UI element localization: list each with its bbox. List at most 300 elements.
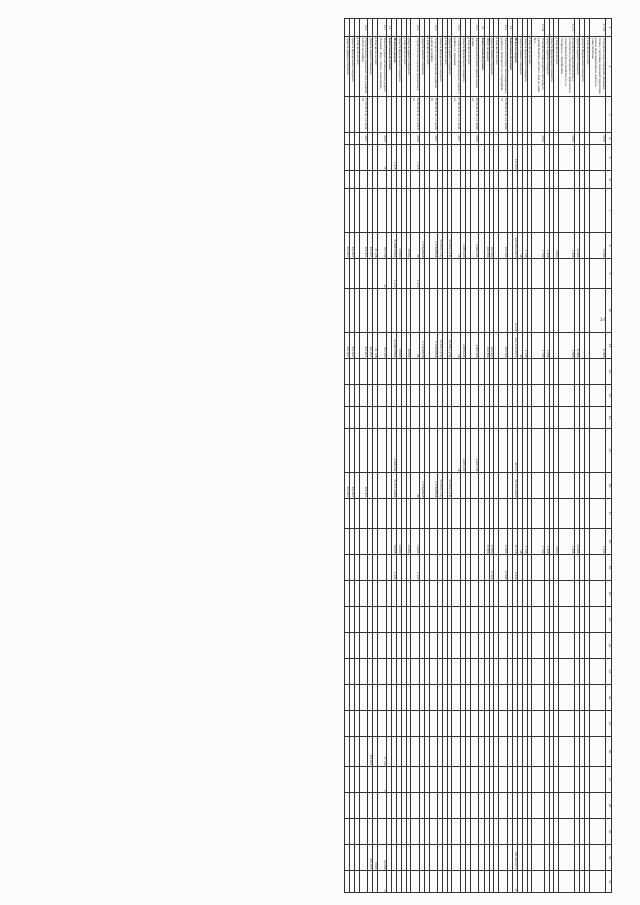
value-cell — [355, 659, 360, 685]
value-cell: 871,837 — [350, 333, 355, 359]
value-cell — [419, 499, 424, 529]
value-cell — [465, 659, 470, 685]
value-cell: 46 377 — [513, 429, 518, 473]
value-cell — [438, 685, 443, 711]
value-cell — [527, 793, 532, 819]
value-cell — [575, 189, 580, 233]
value-cell — [406, 259, 411, 289]
value-cell: 3 176,82928 — [429, 333, 438, 359]
value-cell — [507, 633, 513, 659]
value-cell — [489, 189, 494, 233]
value-cell — [544, 289, 549, 333]
value-cell — [499, 711, 508, 737]
header-cell: 7 — [606, 189, 612, 233]
header-cell: 23 — [606, 659, 612, 685]
value-cell — [401, 555, 406, 581]
row-code-cell — [513, 97, 518, 133]
value-cell — [479, 407, 485, 429]
value-cell — [532, 685, 544, 711]
value-cell — [368, 633, 373, 659]
value-cell — [559, 407, 575, 429]
value-cell — [580, 289, 585, 333]
value-cell — [507, 659, 513, 685]
value-cell — [585, 529, 590, 555]
value-cell — [575, 633, 580, 659]
value-cell — [489, 607, 494, 633]
row-code-cell — [406, 97, 411, 133]
header-cell: 9 — [606, 259, 612, 289]
value-cell — [386, 359, 392, 385]
row-code-cell — [447, 97, 452, 133]
row-name-cell: в том числе за счет: — [554, 37, 559, 97]
value-cell — [522, 385, 527, 407]
value-cell — [368, 473, 373, 499]
value-cell — [522, 767, 527, 793]
value-cell — [345, 359, 350, 385]
row-code-cell — [589, 97, 605, 133]
row-number-cell — [419, 19, 424, 37]
value-cell — [479, 529, 485, 555]
value-cell — [484, 711, 489, 737]
value-cell — [429, 555, 438, 581]
value-cell — [494, 259, 499, 289]
value-cell — [575, 145, 580, 171]
value-cell — [479, 793, 485, 819]
table-row — [554, 19, 559, 893]
value-cell — [424, 581, 429, 607]
value-cell — [575, 793, 580, 819]
value-cell — [419, 145, 424, 171]
header-cell: 6 — [606, 171, 612, 189]
value-cell — [359, 407, 368, 429]
value-cell — [494, 145, 499, 171]
value-cell — [406, 429, 411, 473]
table-row — [589, 19, 605, 893]
value-cell — [406, 767, 411, 793]
row-name-cell: Итого по разделу — [392, 37, 397, 97]
value-cell — [368, 259, 373, 289]
value-cell — [544, 189, 549, 233]
row-code-cell: 25.09.2014 № 1-1-4316-14 — [411, 97, 420, 133]
row-year-cell: 2016 — [470, 133, 479, 145]
value-cell — [378, 685, 387, 711]
row-number-cell — [465, 19, 470, 37]
value-cell — [470, 359, 479, 385]
value-cell — [355, 385, 360, 407]
value-cell — [461, 407, 466, 429]
value-cell — [518, 685, 523, 711]
value-cell — [518, 581, 523, 607]
value-cell — [396, 845, 401, 871]
value-cell — [507, 189, 513, 233]
row-code-cell — [419, 97, 424, 133]
value-cell — [438, 259, 443, 289]
value-cell — [350, 711, 355, 737]
value-cell — [554, 737, 559, 767]
value-cell — [392, 407, 397, 429]
value-cell — [532, 793, 544, 819]
value-cell — [532, 259, 544, 289]
value-cell — [452, 473, 461, 499]
row-number-cell — [580, 19, 585, 37]
row-name-cell: средств федерального бюджета — [396, 37, 401, 97]
value-cell — [575, 845, 580, 871]
row-year-cell — [401, 133, 406, 145]
value-cell — [359, 529, 368, 555]
value-cell — [489, 407, 494, 429]
value-cell — [359, 145, 368, 171]
value-cell — [355, 289, 360, 333]
row-number-cell: 11.17 — [559, 19, 575, 37]
value-cell — [401, 359, 406, 385]
row-number-cell — [518, 19, 523, 37]
value-cell — [470, 555, 479, 581]
value-cell — [585, 685, 590, 711]
value-cell — [544, 845, 549, 871]
row-code-cell — [532, 97, 544, 133]
value-cell — [559, 385, 575, 407]
row-code-cell: 16.09.2014 № 1-1-4226-16 — [429, 97, 438, 133]
value-cell — [411, 845, 420, 871]
value-cell — [424, 819, 429, 845]
row-year-cell — [373, 133, 378, 145]
value-cell — [494, 171, 499, 189]
value-cell — [368, 529, 373, 555]
value-cell — [396, 289, 401, 333]
value-cell — [532, 607, 544, 633]
value-cell — [544, 685, 549, 711]
value-cell — [470, 711, 479, 737]
row-number-cell: 12.1 — [499, 19, 508, 37]
value-cell — [411, 171, 420, 189]
value-cell — [461, 359, 466, 385]
value-cell — [368, 499, 373, 529]
value-cell — [585, 407, 590, 429]
value-cell — [544, 171, 549, 189]
value-cell — [438, 499, 443, 529]
value-cell: 871,837 — [368, 737, 373, 767]
value-cell — [359, 359, 368, 385]
value-cell: 1 750 — [522, 529, 527, 555]
value-cell — [522, 845, 527, 871]
value-cell — [438, 633, 443, 659]
value-cell: 102 500 — [499, 333, 508, 359]
value-cell: 1 696 — [559, 233, 575, 259]
value-cell — [461, 259, 466, 289]
value-cell — [575, 607, 580, 633]
value-cell: 25 393,1 (74) — [438, 473, 443, 499]
value-cell — [585, 767, 590, 793]
value-cell: 25 393,1 (74) — [438, 233, 443, 259]
value-cell — [559, 359, 575, 385]
value-cell — [518, 793, 523, 819]
row-name-cell: средств краевого бюджета — [518, 37, 523, 97]
row-year-cell — [442, 133, 447, 145]
value-cell — [527, 685, 532, 711]
table-row — [527, 19, 532, 893]
value-cell — [489, 659, 494, 685]
value-cell — [549, 145, 554, 171]
value-cell — [479, 333, 485, 359]
value-cell — [429, 845, 438, 871]
table-row — [359, 19, 368, 893]
value-cell — [461, 767, 466, 793]
value-cell: 3 176,82928 — [419, 333, 424, 359]
value-cell — [559, 429, 575, 473]
row-name-cell: средств краевого бюджета — [368, 37, 373, 97]
value-cell — [585, 259, 590, 289]
value-cell — [527, 171, 532, 189]
value-cell — [580, 189, 585, 233]
value-cell — [355, 871, 360, 893]
value-cell — [452, 685, 461, 711]
value-cell — [419, 633, 424, 659]
row-year-cell — [580, 133, 585, 145]
row-year-cell — [392, 133, 397, 145]
value-cell — [527, 233, 532, 259]
value-cell — [507, 429, 513, 473]
value-cell — [527, 711, 532, 737]
row-code-cell — [461, 97, 466, 133]
value-cell — [549, 767, 554, 793]
value-cell — [549, 581, 554, 607]
value-cell — [350, 555, 355, 581]
row-year-cell — [499, 133, 508, 145]
value-cell — [461, 189, 466, 233]
value-cell — [386, 189, 392, 233]
value-cell — [461, 793, 466, 819]
value-cell — [406, 685, 411, 711]
value-cell — [442, 429, 447, 473]
value-cell — [585, 819, 590, 845]
value-cell: 423 575,51074 — [513, 333, 518, 359]
row-name-cell: Капитальный ремонт — [479, 37, 485, 97]
value-cell — [554, 581, 559, 607]
table-row — [438, 19, 443, 893]
value-cell — [429, 711, 438, 737]
value-cell: 4 905,233 — [461, 233, 466, 259]
value-cell — [522, 499, 527, 529]
value-cell — [345, 581, 350, 607]
value-cell — [484, 359, 489, 385]
value-cell — [470, 819, 479, 845]
value-cell — [489, 871, 494, 893]
value-cell — [359, 499, 368, 529]
value-cell — [489, 767, 494, 793]
value-cell — [465, 407, 470, 429]
value-cell — [406, 737, 411, 767]
value-cell — [429, 871, 438, 893]
value-cell — [575, 659, 580, 685]
value-cell — [494, 737, 499, 767]
value-cell — [549, 499, 554, 529]
value-cell — [549, 171, 554, 189]
value-cell — [479, 633, 485, 659]
value-cell — [499, 685, 508, 711]
row-year-cell — [494, 133, 499, 145]
value-cell — [424, 407, 429, 429]
value-cell — [554, 259, 559, 289]
value-cell — [499, 633, 508, 659]
value-cell — [350, 529, 355, 555]
value-cell — [522, 633, 527, 659]
value-cell — [373, 737, 378, 767]
value-cell — [589, 607, 605, 633]
row-year-cell — [447, 133, 452, 145]
value-cell — [489, 581, 494, 607]
row-number-cell — [406, 19, 411, 37]
value-cell — [359, 737, 368, 767]
value-cell — [461, 145, 466, 171]
value-cell — [345, 819, 350, 845]
value-cell — [419, 529, 424, 555]
value-cell — [424, 359, 429, 385]
value-cell — [386, 333, 392, 359]
value-cell — [452, 359, 461, 385]
value-cell — [442, 359, 447, 385]
row-name-cell: в том числе за счет: — [373, 37, 378, 97]
value-cell — [396, 359, 401, 385]
value-cell — [461, 685, 466, 711]
value-cell — [494, 407, 499, 429]
value-cell — [378, 607, 387, 633]
value-cell: 14 — [378, 259, 387, 289]
value-cell — [499, 171, 508, 189]
value-cell — [424, 607, 429, 633]
row-code-cell — [442, 97, 447, 133]
value-cell — [559, 711, 575, 737]
value-cell — [419, 659, 424, 685]
value-cell: 12 144 — [513, 289, 518, 333]
value-cell — [355, 359, 360, 385]
value-cell — [392, 171, 397, 189]
value-cell — [419, 259, 424, 289]
total-row — [513, 19, 518, 893]
row-code-cell — [489, 97, 494, 133]
value-cell — [401, 659, 406, 685]
value-cell — [527, 259, 532, 289]
value-cell: 1 696 — [559, 333, 575, 359]
value-cell — [470, 289, 479, 333]
value-cell — [479, 845, 485, 871]
value-cell — [424, 145, 429, 171]
value-cell: 31 809,57802 — [392, 233, 397, 259]
value-cell — [489, 385, 494, 407]
value-cell — [589, 767, 605, 793]
value-cell — [359, 871, 368, 893]
value-cell: 102 500 — [489, 233, 494, 259]
value-cell — [429, 499, 438, 529]
row-name-cell: Капитальный ремонт — [386, 37, 392, 97]
value-cell — [355, 145, 360, 171]
value-cell: 19 600 — [396, 333, 401, 359]
value-cell — [479, 259, 485, 289]
value-cell — [507, 233, 513, 259]
value-cell — [513, 793, 518, 819]
value-cell: 29 — [411, 233, 420, 259]
value-cell — [419, 793, 424, 819]
value-cell — [368, 819, 373, 845]
table-row — [544, 19, 549, 893]
value-cell — [401, 259, 406, 289]
value-cell — [350, 581, 355, 607]
value-cell — [559, 473, 575, 499]
value-cell — [373, 359, 378, 385]
value-cell — [585, 499, 590, 529]
header-cell: 22 — [606, 633, 612, 659]
value-cell — [401, 233, 406, 259]
value-cell: 703 795 — [378, 233, 387, 259]
value-cell — [345, 685, 350, 711]
value-cell — [373, 145, 378, 171]
value-cell — [359, 659, 368, 685]
value-cell — [355, 845, 360, 871]
header-cell: 3 — [606, 97, 612, 133]
value-cell — [518, 429, 523, 473]
value-cell — [575, 555, 580, 581]
row-name-cell: Итого по разделу — [513, 37, 518, 97]
value-cell — [378, 189, 387, 233]
value-cell — [429, 407, 438, 429]
row-name-cell: в том числе за счет: — [401, 37, 406, 97]
value-cell — [513, 259, 518, 289]
value-cell — [507, 171, 513, 189]
value-cell — [585, 607, 590, 633]
value-cell — [378, 633, 387, 659]
value-cell: 871,837 — [368, 233, 373, 259]
value-cell — [465, 259, 470, 289]
value-cell — [484, 685, 489, 711]
value-cell — [406, 289, 411, 333]
value-cell — [392, 685, 397, 711]
value-cell: 18 — [452, 429, 461, 473]
row-name-cell: средств федерального бюджета — [350, 37, 355, 97]
value-cell — [479, 711, 485, 737]
row-year-cell — [585, 133, 590, 145]
value-cell — [580, 333, 585, 359]
value-cell — [359, 793, 368, 819]
value-cell — [484, 633, 489, 659]
value-cell — [554, 659, 559, 685]
value-cell — [470, 581, 479, 607]
value-cell — [513, 359, 518, 385]
value-cell — [554, 555, 559, 581]
value-cell — [419, 555, 424, 581]
row-code-cell — [494, 97, 499, 133]
row-year-cell: 2017 — [429, 133, 438, 145]
row-number-cell — [442, 19, 447, 37]
header-cell: 27 — [606, 767, 612, 793]
value-cell — [406, 189, 411, 233]
row-number-cell — [345, 19, 350, 37]
row-number-cell — [461, 19, 466, 37]
value-cell — [392, 871, 397, 893]
value-cell — [419, 819, 424, 845]
value-cell — [419, 359, 424, 385]
value-cell — [479, 289, 485, 333]
value-cell — [419, 737, 424, 767]
row-number-cell — [447, 19, 452, 37]
value-cell: 12 000 — [575, 233, 580, 259]
value-cell — [373, 289, 378, 333]
value-cell — [392, 737, 397, 767]
row-year-cell — [507, 133, 513, 145]
value-cell — [447, 189, 452, 233]
value-cell — [532, 737, 544, 767]
value-cell — [554, 767, 559, 793]
value-cell — [429, 145, 438, 171]
value-cell — [392, 845, 397, 871]
